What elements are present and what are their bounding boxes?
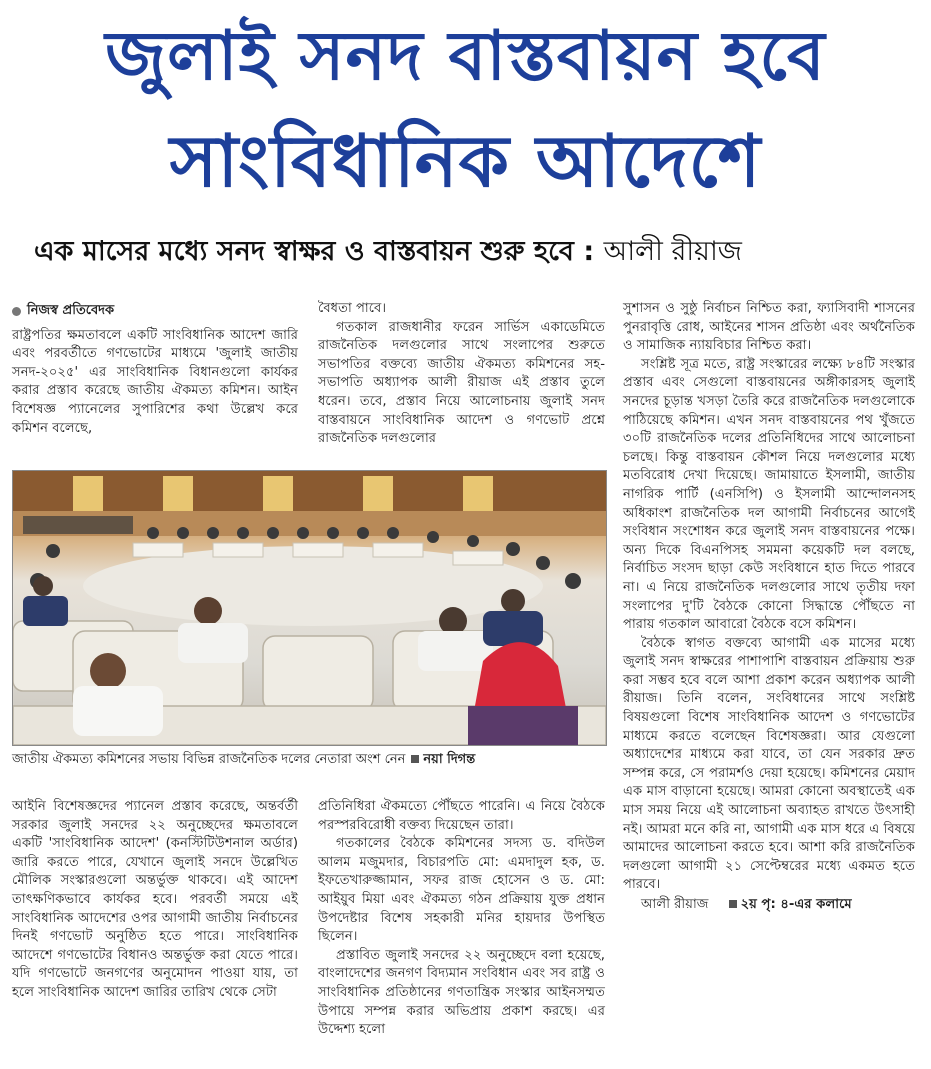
headline-line-1: জুলাই সনদ বাস্তবায়ন হবে (105, 17, 826, 96)
column-1-bottom (12, 798, 298, 1003)
byline (12, 302, 298, 321)
bullet-dot-icon (12, 307, 21, 316)
paragraph: আইনি বিশেষজ্ঞদের প্যানেল প্রস্তাব করেছে, অন্তর্বর্তী সরকার জুলাই সনদের ২২ অনুচ্ছেদের ক্ষমতাবলে একটি 'সাংবিধানিক আদেশ' (কনস্টিটিউশনাল অর্ডার) জারি করতে পারে, যেখানে জুলাই সনদে উল্লেখিত মৌলিক সংস্কারগুলো অন্তর্ভুক্ত থাকবে। এই আদেশ তাৎক্ষণিকভাবে কার্যকর হবে। পরবর্তী সময়ে এই সাংবিধানিক আদেশের ওপর আগামী জাতীয় নির্বাচনের দিনই গণভোট অনুষ্ঠিত হতে পারে। সাংবিধানিক আদেশে গণভোটের বিধানও অন্তর্ভুক্ত করা যেতে পারে। যদি গণভোটে জনগণের অনুমোদন পাওয়া যায়, তা হলে সাংবিধানিক আদেশ জারির তারিখ থেকে সেটা (12, 799, 298, 1000)
signoff: আলী রীয়াজ (641, 897, 709, 912)
headline-line-2: সাংবিধানিক আদেশে (169, 119, 762, 203)
jump-reference: ২য় পৃ: ৪-এর কলামে (740, 897, 852, 912)
column-2-bottom (318, 798, 605, 1040)
subheadline-text: এক মাসের মধ্যে সনদ স্বাক্ষর ও বাস্তবায়ন শুরু হবে : (34, 236, 595, 267)
paragraph: গতকালের বৈঠকে কমিশনের সদস্য ড. বদিউল আলম মজুমদার, বিচারপতি মো: এমদাদুল হক, ড. ইফতেখারুজ্জামান, সফর রাজ হোসেন ও ড. মো: আইয়ুব মিয়া এবং ঐকমত্য গঠন প্রক্রিয়ায় যুক্ত প্রধান উপদেষ্টার বিশেষ সহকারী মনির হায়দার উপস্থিত ছিলেন। (318, 836, 605, 945)
subheadline (34, 232, 904, 272)
news-photo (12, 470, 607, 746)
column-1-top (12, 302, 298, 438)
photo-caption (12, 750, 605, 771)
paragraph: প্রস্তাবিত জুলাই সনদের ২২ অনুচ্ছেদে বলা হয়েছে, বাংলাদেশের জনগণ বিদ্যমান সংবিধান এবং সব রাষ্ট্র ও সাংবিধানিক প্রতিষ্ঠানের গণতান্ত্রিক সংস্কার আইনসম্মত উপায়ে সম্পন্ন করার অভিপ্রায় প্রকাশ করছে। এর উদ্দেশ্য হলো (318, 947, 605, 1038)
paragraph: রাষ্ট্রপতির ক্ষমতাবলে একটি সাংবিধানিক আদেশ জারি এবং পরবর্তীতে গণভোটের মাধ্যমে 'জুলাই জাতীয় সনদ-২০২৫' এর সাংবিধানিক বিধানগুলো কার্যকর করার প্রস্তাব করেছে জাতীয় ঐকমত্য কমিশন। আইন বিশেষজ্ঞ প্যানেলের সুপারিশের কথা উল্লেখ করে কমিশন বলেছে, (12, 327, 298, 436)
paragraph: বৈঠকে স্বাগত বক্তব্যে আগামী এক মাসের মধ্যে জুলাই সনদ স্বাক্ষরের পাশাপাশি বাস্তবায়ন প্রক্রিয়ায় শুরু করা সম্ভব হবে বলে আশা প্রকাশ করেন অধ্যাপক আলী রীয়াজ। তিনি বলেন, সংবিধানের সাথে সংশ্লিষ্ট বিষয়গুলো বিশেষ সাংবিধানিক আদেশ ও গণভোটের মাধ্যমে করতে বলেছেন বিশেষজ্ঞরা। আর যেগুলো অধ্যাদেশের মাধ্যমে করা যাবে, তা যেন সরকার দ্রুত সম্পন্ন করে, সে পরামর্শও দেয়া হয়েছে। কমিশনের মেয়াদ এক মাস বাড়ানো হয়েছে। আমরা কোনো অবস্থাতেই এক মাস সময় নিয়ে এই আলোচনা অব্যাহত রাখতে উৎসাহী নই। আমরা মনে করি না, আগামী এক মাস ধরে এ বিষয়ে আমাদের আলোচনা করতে হবে। আশা করি রাজনৈতিক দলগুলো আগামী ২১ সেপ্টেম্বরের মধ্যে একমত হতে পারবে। (623, 635, 915, 893)
photo-credit: নয়া দিগন্ত (423, 752, 476, 767)
photo-caption-text: জাতীয় ঐকমত্য কমিশনের সভায় বিভিন্ন রাজনৈতিক দলের নেতারা অংশ নেন (12, 752, 406, 767)
paragraph: সুশাসন ও সুষ্ঠু নির্বাচন নিশ্চিত করা, ফ্যাসিবাদী শাসনের পুনরাবৃত্তি রোধ, আইনের শাসন প্রতিষ্ঠা এবং অর্থনৈতিক ও সামাজিক ন্যায়বিচার নিশ্চিত করা। (623, 301, 915, 354)
paragraph: সংশ্লিষ্ট সূত্র মতে, রাষ্ট্র সংস্কারের লক্ষ্যে ৮৪টি সংস্কার প্রস্তাব এবং সেগুলো বাস্তবায়নের অঙ্গীকারসহ জুলাই সনদের চূড়ান্ত খসড়া তৈরি করে রাজনৈতিক দলগুলোকে পাঠিয়েছে কমিশন। এখন সনদ বাস্তবায়নের পথ খুঁজতে ৩০টি রাজনৈতিক দলের প্রতিনিধিদের সাথে আলোচনা চলছে। কিন্তু বাস্তবায়ন কৌশল নিয়ে দলগুলোর মধ্যে মতবিরোধ দেখা দিয়েছে। জামায়াতে ইসলামী, জাতীয় নাগরিক পার্টি (এনসিপি) ও ইসলামী আন্দোলনসহ অধিকাংশ রাজনৈতিক দল আগামী নির্বাচনের আগেই সংবিধান সংশোধন করে জুলাই সনদ বাস্তবায়নের পক্ষে। অন্য দিকে বিএনপিসহ সমমনা কয়েকটি দল বলছে, নির্বাচিত সংসদ ছাড়া কেউ সংবিধানে হাত দিতে পারবে না। এ নিয়ে রাজনৈতিক দলগুলোর সাথে তৃতীয় দফা সংলাপের দু'টি বৈঠকে কোনো সিদ্ধান্তে পৌঁছতে না পারায় গতকাল আবারো বৈঠকে বসে কমিশন। (623, 356, 915, 633)
paragraph: প্রতিনিধিরা ঐকমত্যে পৌঁছতে পারেনি। এ নিয়ে বৈঠকে পরস্পরবিরোধী বক্তব্য দিয়েছেন তারা। (318, 799, 605, 833)
column-2-top (318, 300, 605, 449)
subheadline-author: আলী রীয়াজ (603, 236, 742, 267)
continuation-line (623, 896, 915, 915)
column-3 (623, 300, 915, 915)
byline-text: নিজস্ব প্রতিবেদক (27, 303, 115, 318)
square-bullet-icon (729, 900, 737, 908)
square-bullet-icon (411, 755, 419, 763)
paragraph: গতকাল রাজধানীর ফরেন সার্ভিস একাডেমিতে রাজনৈতিক দলগুলোর সাথে সংলাপের শুরুতে সভাপতির বক্তব্যে জাতীয় ঐকমত্য কমিশনের সহ-সভাপতি অধ্যাপক আলী রীয়াজ এই প্রস্তাব তুলে ধরেন। তবে, প্রস্তাব নিয়ে আলোচনায় জুলাই সনদ বাস্তবায়নে সাংবিধানিক আদেশ ও গণভোট প্রশ্নে রাজনৈতিক দলগুলোর (318, 319, 605, 447)
meeting-room-image (13, 471, 606, 745)
paragraph: বৈধতা পাবে। (318, 301, 387, 316)
